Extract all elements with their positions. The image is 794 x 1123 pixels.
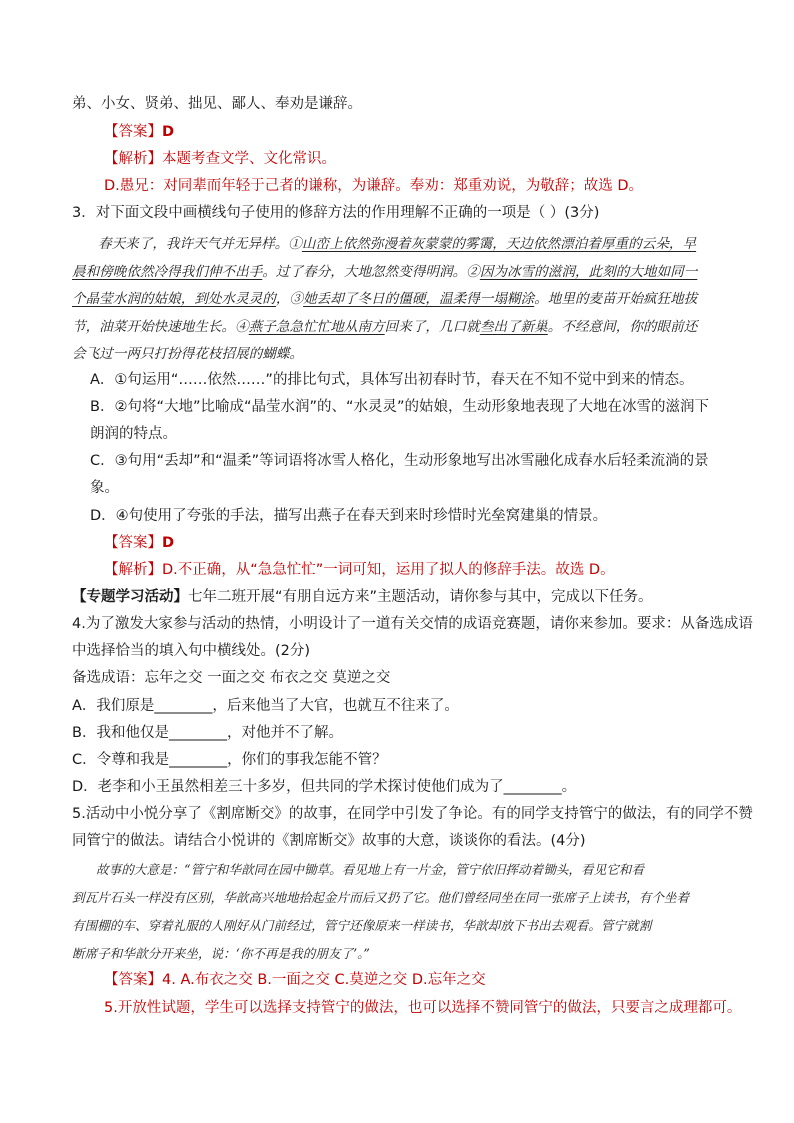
q5-story-line-4: 断席子和华歆分开来坐，说：‘你不再是我的朋友了’。” (72, 946, 370, 961)
underlined-sentence-3: 她丢却了冬日的僵硬，温柔得一塌糊涂 (303, 291, 535, 307)
answer-label: 【答案】 (104, 535, 162, 551)
answer-label: 【答案】 (104, 972, 162, 988)
q4-stem-line-2: 中选择恰当的填入句中横线处。(2分) (72, 643, 311, 659)
q5-story-line-3: 有围棚的车、穿着礼服的人刚好从门前经过，管宁还像原来一样读书，华歆却放下书出去观看。管宁就割 (72, 918, 652, 933)
q5-answer (104, 970, 764, 990)
q5-stem-line-2: 同管宁的做法。请结合小悦讲的《割席断交》故事的大意，谈谈你的看法。(4分) (72, 833, 586, 849)
q4-stem-line-1: 4.为了激发大家参与活动的热情，小明设计了一道有关交情的成语竞赛题，请你来参加。要求：从备选成语 (72, 616, 753, 632)
activity-label: 【专题学习活动】 (72, 589, 188, 605)
q3-answer (104, 533, 764, 553)
q3-option-c-cont: 象。 (90, 480, 119, 496)
underlined-sentence-4b: 叁出了新巢 (479, 319, 548, 335)
q3-option-d: D．④句使用了夸张的手法，描写出燕子在春天到来时珍惜时光垒窝建巢的情景。 (90, 508, 608, 524)
q4-item-c: C．令尊和我是________，你们的事我怎能不管？ (72, 752, 387, 768)
analysis-text: 本题考查文学、文化常识。 (162, 151, 336, 167)
activity-header (72, 587, 732, 607)
answer-value: D (162, 124, 175, 140)
answer-q4-values: 4. A.布衣之交 B.一面之交 C.莫逆之交 D.忘年之交 (162, 972, 486, 988)
q2-answer (104, 122, 764, 142)
activity-text: 七年二班开展“有朋自远方来”主题活动，请你参与其中，完成以下任务。 (188, 589, 653, 605)
q5-stem-line-1: 5.活动中小悦分享了《割席断交》的故事，在同学中引发了争论。有的同学支持管宁的做法，有的同学不赞 (72, 806, 753, 822)
q5-story-line-2: 到瓦片石头一样没有区别，华歆高兴地地拾起金片而后又扔了它。他们曾经同坐在同一张席子上读书，有个坐着 (72, 890, 690, 905)
q3-option-b-cont: 朗润的特点。 (90, 426, 177, 442)
q3-passage-line-5: 会飞过一两只打扮得花枝招展的蝴蝶。 (72, 346, 304, 362)
q4-item-b: B．我和他仅是________，对他并不了解。 (72, 725, 343, 741)
q5-answer-detail: 5.开放性试题，学生可以选择支持管宁的做法，也可以选择不赞同管宁的做法，只要言之成理都可。 (104, 1000, 742, 1016)
q4-item-d: D．老李和小王虽然相差三十多岁，但共同的学术探讨使他们成为了________。 (72, 779, 577, 795)
passage-text: 。不经意间，你的眼前还 (547, 319, 698, 335)
analysis-label: 【解析】 (104, 151, 162, 167)
q3-option-c: C．③句用“丢却”和“温柔”等词语将冰雪人格化，生动形象地写出冰雪融化成春水后轻柔流淌的景 (90, 453, 709, 469)
q3-passage-line-1 (98, 234, 758, 254)
q3-stem: 3．对下面文段中画横线句子使用的修辞方法的作用理解不正确的一项是（ ）(3分) (72, 205, 600, 221)
q2-analysis (104, 149, 764, 169)
previous-answer-tail: 弟、小女、贤弟、拙见、鄙人、奉劝是谦辞。 (72, 96, 362, 112)
q3-option-a: A．①句运用“……依然……”的排比句式，具体写出初春时节，春天在不知不觉中到来的情态。 (90, 372, 694, 388)
q4-item-a: A．我们原是________，后来他当了大官，也就互不往来了。 (72, 698, 459, 714)
passage-text: 。地里的麦苗开始疯狂地拔 (534, 291, 698, 307)
underlined-sentence-2-end: 个晶莹水润的姑娘，到处水灵灵的 (72, 291, 276, 307)
q3-analysis (104, 560, 764, 580)
passage-text: 春天来了，我许天气并无异样。① (98, 236, 302, 252)
underlined-sentence-1-end: 晨和傍晚依然冷得我们伸不出手 (72, 264, 263, 280)
q5-story-line-1: 故事的大意是：“管宁和华歆同在园中锄草。看见地上有一片金，管宁依旧挥动着锄头，看见它和看 (96, 862, 644, 877)
underlined-sentence-1: 山峦上依然弥漫着灰蒙蒙的雾霭，天边依然漂泊着厚重的云朵，早 (301, 236, 697, 252)
passage-text: 回来了，几口就 (384, 319, 480, 335)
q3-option-b: B．②句将“大地”比喻成“晶莹水润”的、“水灵灵”的姑娘，生动形象地表现了大地在冰雪的滋润下 (90, 399, 710, 415)
q2-analysis-detail: D.愚兄：对同辈而年轻于己者的谦称，为谦辞。奉劝：郑重劝说，为敬辞；故选 D。 (104, 178, 644, 194)
passage-text: ，③ (275, 291, 304, 307)
passage-text: 。过了春分，大地忽然变得明润。② (262, 264, 480, 280)
analysis-text: D.不正确，从“急急忙忙”一词可知，运用了拟人的修辞手法。故选 D。 (162, 562, 615, 578)
passage-text: 节，油菜开始快速地生长。④ (72, 319, 249, 335)
q3-passage-line-3 (72, 289, 732, 309)
q3-passage-line-2 (72, 262, 732, 282)
analysis-label: 【解析】 (104, 562, 162, 578)
underlined-sentence-4: 燕子急急忙忙地从南方 (248, 319, 385, 335)
answer-label: 【答案】 (104, 124, 162, 140)
q3-passage-line-4 (72, 317, 732, 337)
answer-value: D (162, 535, 175, 551)
q4-choices: 备选成语：忘年之交 一面之交 布衣之交 莫逆之交 (72, 670, 391, 686)
underlined-sentence-2: 因为冰雪的滋润，此刻的大地如同一 (479, 264, 698, 280)
